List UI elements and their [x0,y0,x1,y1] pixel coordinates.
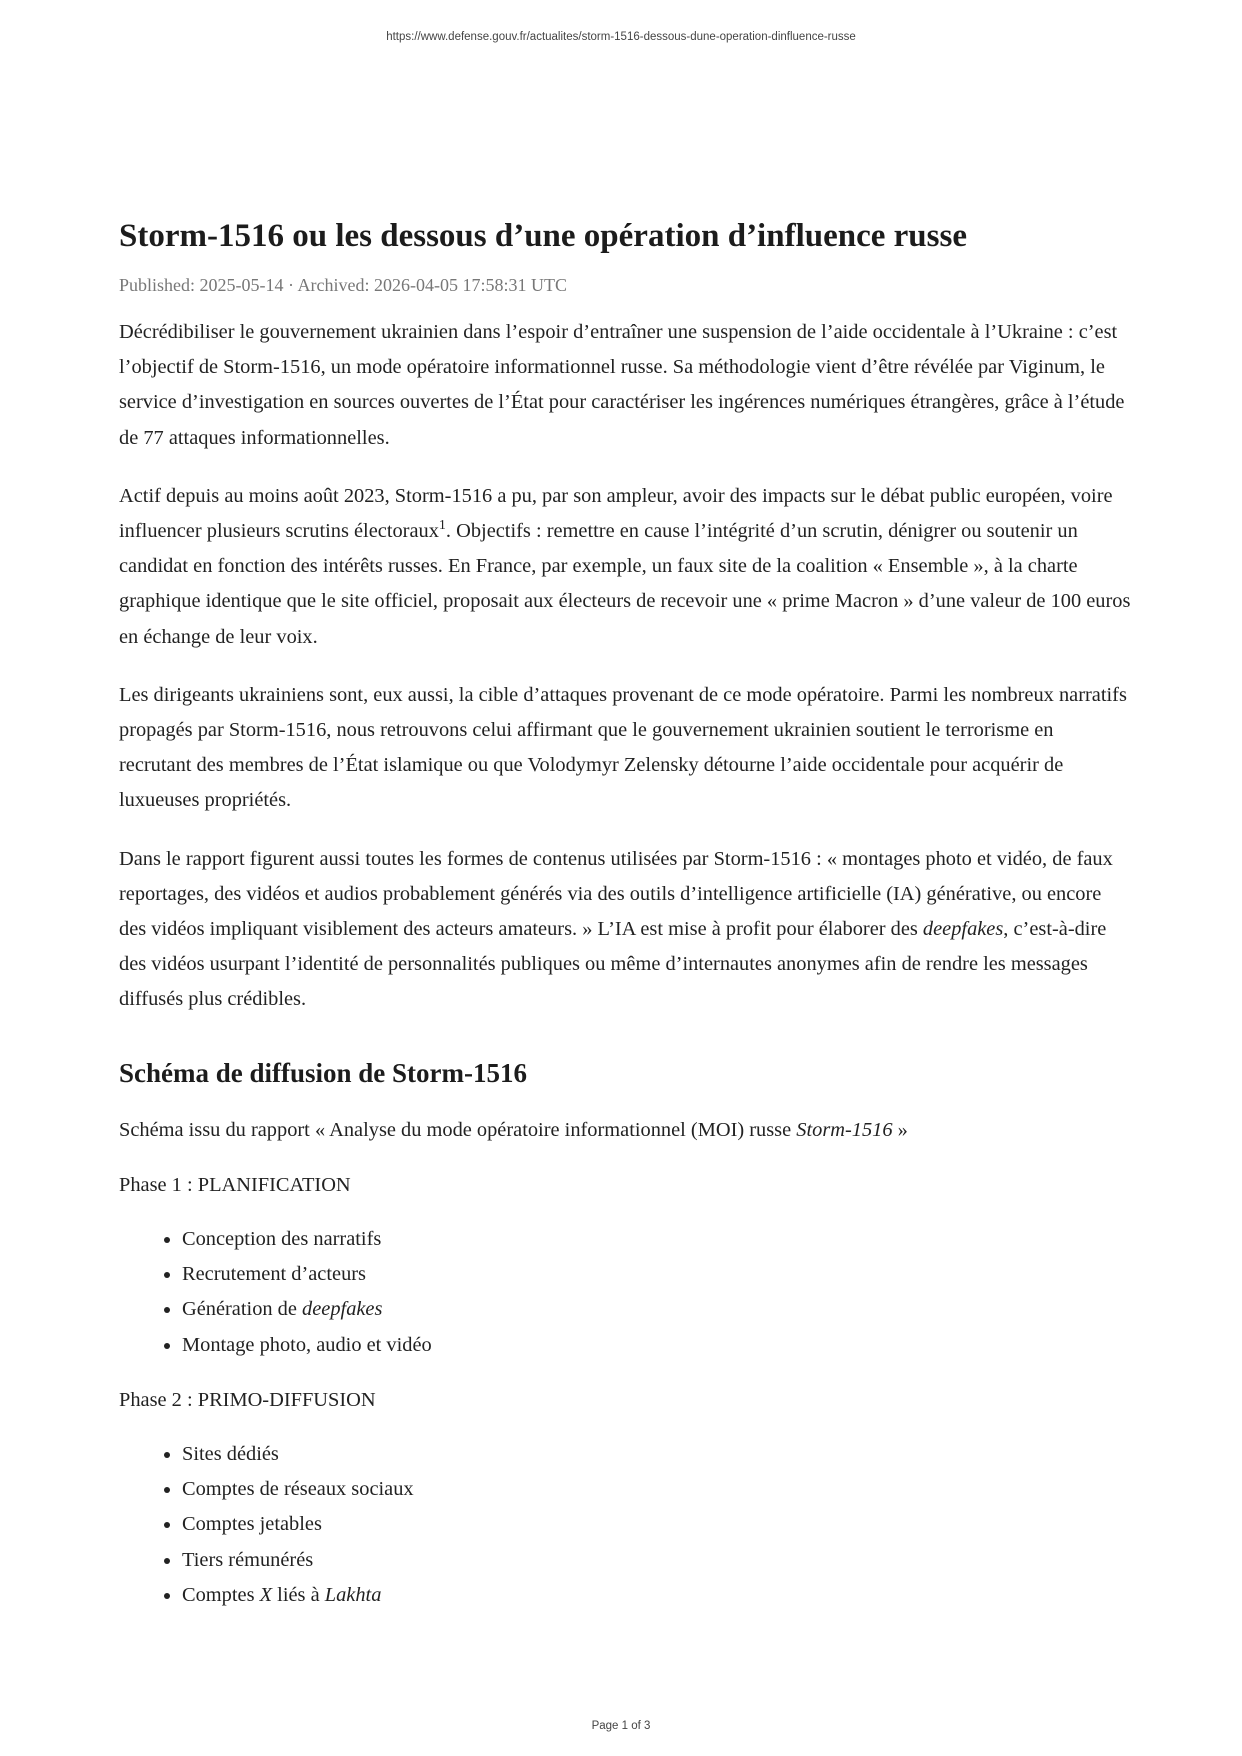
schema-intro [119,1113,1131,1148]
paragraph-4-emphasis: deepfakes [922,918,1004,941]
paragraph-4-text-start: Dans le rapport figurent aussi toutes les formes de contenus utilisées par Storm-1516 : « montages photo et vidéo, de faux reportages, des vidéos et audios probablement générés via des outils d’intelligence artificielle (IA) générative, ou encore des vidéos impliquant visiblement des acteurs amateurs. » L’IA est mise à profit pour élaborer des [119,847,1113,941]
footnote-ref-1[interactable]: 1 [438,518,446,534]
list-item [182,1578,1131,1613]
list-item: • Comptes de réseaux sociaux [182,1472,1131,1507]
page-number: Page 1 of 3 [591,1720,651,1732]
list-item: • Recrutement d’acteurs [182,1257,1131,1292]
list-item: • Tiers rémunérés [182,1543,1131,1578]
paragraph-2 [119,479,1131,655]
list-item [182,1292,1131,1327]
article-meta: Published: 2025-05-14 · Archived: 2026-04-05 17:58:31 UTC [119,275,567,295]
paragraph-2-text-end: . Objectifs : remettre en cause l’intégrité d’un scrutin, dénigrer ou soutenir un candidat en fonction des intérêts russes. En France, par exemple, un faux site de la coalition « Ensemble », à la charte graphique identique que le site officiel, proposait aux électeurs de recevoir une « prime Macron » d’une valeur de 100 euros en échange de leur voix. [119,520,1131,648]
paragraph-3: Les dirigeants ukrainiens sont, eux aussi, la cible d’attaques provenant de ce mode opératoire. Parmi les nombreux narratifs propagés par Storm-1516, nous retrouvons celui affirmant que le gouvernement ukrainien soutient le terrorisme en recrutant des membres de l’État islamique ou que Volodymyr Zelensky détourne l’aide occidentale pour acquérir de luxueuses propriétés. [119,683,1127,812]
schema-intro-text-end: » [892,1118,908,1141]
phase-1-list [119,1222,1131,1363]
paragraph-4-text-end: , c’est-à-dire des vidéos usurpant l’identité de personnalités publiques ou même d’internautes anonymes afin de rendre les messages diffusés plus crédibles. [119,918,1107,1011]
schema-intro-emphasis: Storm-1516 [796,1118,893,1141]
list-item-text: Comptes [182,1583,260,1606]
article-title: Storm-1516 ou les dessous d’une opération d’influence russe [119,218,967,254]
schema-intro-text-start: Schéma issu du rapport « Analyse du mode opératoire informationnel (MOI) russe [119,1118,797,1141]
phase-2-title: Phase 2 : PRIMO-DIFFUSION [119,1388,376,1411]
list-item: • Comptes jetables [182,1507,1131,1542]
paragraph-4 [119,842,1131,1018]
list-item-text: liés à [272,1583,325,1606]
phase-2-list [119,1437,1131,1613]
list-item: • Conception des narratifs [182,1222,1131,1257]
paragraph-2-text-start: Actif depuis au moins août 2023, Storm-1516 a pu, par son ampleur, avoir des impacts sur le débat public européen, voire influencer plusieurs scrutins électoraux [119,484,1113,543]
page-url: https://www.defense.gouv.fr/actualites/storm-1516-dessous-dune-operation-dinfluence-russe [386,31,856,43]
list-item: • Sites dédiés [182,1437,1131,1472]
list-item-emphasis: Lakhta [324,1583,382,1606]
section-title: Schéma de diffusion de Storm-1516 [119,1057,528,1088]
list-item-text: Génération de [182,1298,303,1321]
paragraph-1: Décrédibiliser le gouvernement ukrainien dans l’espoir d’entraîner une suspension de l’aide occidentale à l’Ukraine : c’est l’objectif de Storm-1516, un mode opératoire informationnel russe. Sa méthodologie vient d’être révélée par Viginum, le service d’investigation en sources ouvertes de l’État pour caractériser les ingérences numériques étrangères, grâce à l’étude de 77 attaques informationnelles. [119,321,1125,449]
list-item-emphasis: deepfakes [302,1298,383,1321]
list-item: • Montage photo, audio et vidéo [182,1328,1131,1363]
article [119,214,1131,1613]
list-item-emphasis: X [259,1583,273,1606]
phase-1-title: Phase 1 : PLANIFICATION [119,1173,351,1196]
